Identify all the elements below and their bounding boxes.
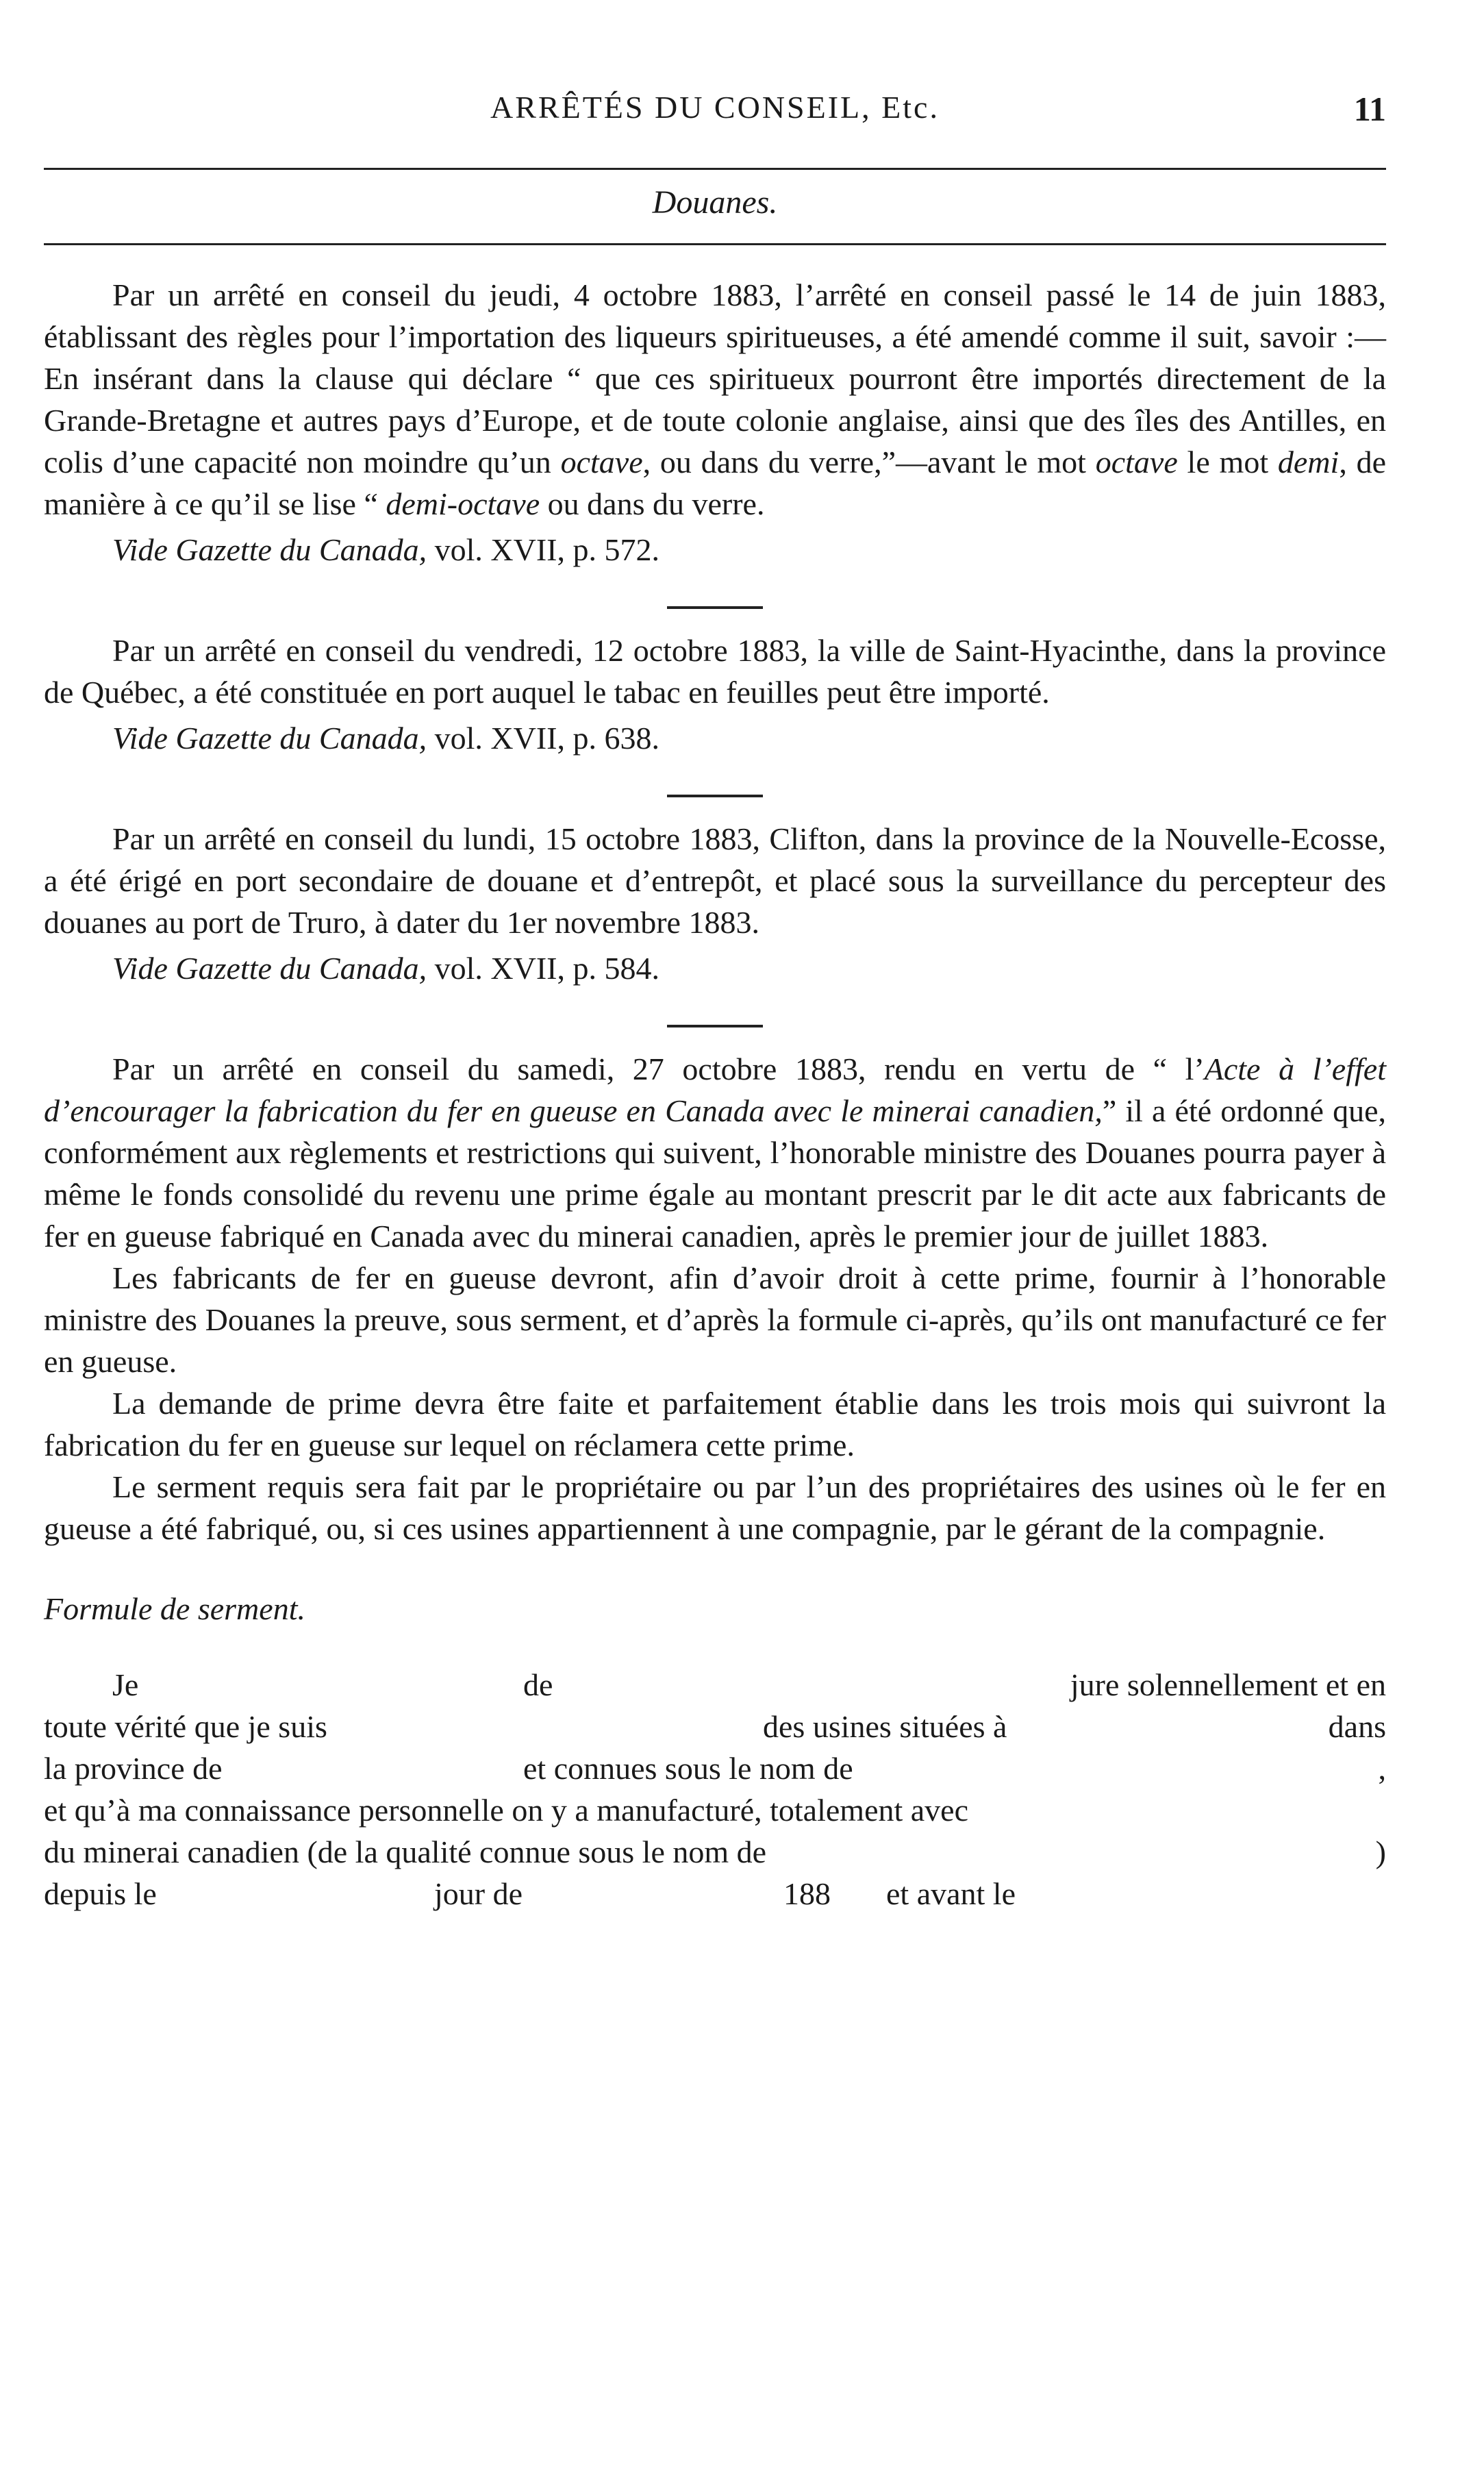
- running-title: ARRÊTÉS DU CONSEIL, Etc.: [490, 90, 940, 125]
- oath-text: des usines situées à: [763, 1709, 1007, 1744]
- separator-rule: [667, 795, 763, 797]
- oath-text: ): [1375, 1834, 1386, 1869]
- gazette-title: Vide Gazette du Canada,: [112, 721, 427, 756]
- gazette-reference-3: [44, 947, 1386, 989]
- gazette-title: Vide Gazette du Canada,: [112, 532, 427, 567]
- oath-text: jour de: [434, 1876, 523, 1911]
- oath-text: et qu’à ma connaissance personnelle on y a manufacturé, totalement avec: [44, 1793, 969, 1828]
- paragraph-1: [44, 274, 1386, 525]
- oath-text: de: [523, 1667, 553, 1702]
- separator-rule: [667, 1025, 763, 1027]
- section-title: Douanes.: [652, 184, 778, 221]
- oath-text: dans: [1328, 1709, 1386, 1744]
- paragraph-1-text: , ou dans du verre,”—avant le mot: [642, 445, 1096, 479]
- gazette-volume: vol. XVII, p. 584.: [427, 951, 659, 986]
- oath-text: depuis le: [44, 1876, 157, 1911]
- paragraph-7: Le serment requis sera fait par le propriétaire ou par l’un des propriétaires des usines où le fer en gueuse a été fabriqué, ou, si ces usines appartiennent à une compagnie, par le gérant de la compagnie.: [44, 1469, 1386, 1546]
- italic-term: octave: [560, 445, 643, 479]
- formula-title: Formule de serment.: [44, 1591, 305, 1626]
- paragraph-2: Par un arrêté en conseil du vendredi, 12 octobre 1883, la ville de Saint-Hyacinthe, dans la province de Québec, a été constituée en port auquel le tabac en feuilles peut être importé.: [44, 633, 1386, 710]
- paragraph-4-text: Par un arrêté en conseil du samedi, 27 octobre 1883, rendu en vertu de “ l’: [112, 1051, 1205, 1086]
- paragraph-1-text: , de manière à ce qu’il se lise “: [44, 445, 1387, 521]
- oath-line-1: [44, 1664, 1386, 1706]
- oath-text: Je: [112, 1667, 139, 1702]
- header-rule: [44, 168, 1386, 170]
- gazette-reference-2: [44, 717, 1386, 759]
- paragraph-3: Par un arrêté en conseil du lundi, 15 octobre 1883, Clifton, dans la province de la Nouvelle-Ecosse, a été érigé en port secondaire de douane et d’entrepôt, et placé sous la surveillance du percepteur des douanes au port de Truro, à dater du 1er novembre 1883.: [44, 821, 1386, 940]
- oath-text: du minerai canadien (de la qualité connue sous le nom de: [44, 1834, 767, 1869]
- italic-term: octave: [1095, 445, 1178, 479]
- oath-text: 188: [783, 1876, 831, 1911]
- oath-text: la province de: [44, 1751, 223, 1786]
- paragraph-1-text: Par un arrêté en conseil du jeudi, 4 octobre 1883, l’arrêté en conseil passé le 14 de juin 1883, établissant des règles pour l’importation des liqueurs spiritueuses, a été amendé comme il suit, savoir :—En insérant dans la clause qui déclare “ que ces spiritueux pourront être importés directement de la Grande-Bretagne et autres pays d’Europe, et de toute colonie anglaise, ainsi que des îles des Antilles, en colis d’une capacité non moindre qu’un: [44, 277, 1386, 479]
- paragraph-1-text: le mot: [1177, 445, 1278, 479]
- oath-text: toute vérité que je suis: [44, 1709, 327, 1744]
- page-header: [44, 82, 1386, 137]
- oath-line-2: [44, 1706, 1386, 1747]
- oath-line-6: [44, 1873, 1386, 1915]
- oath-line-4: [44, 1789, 1386, 1831]
- italic-term: demi-octave: [386, 486, 540, 521]
- act-title: Acte à l’effet d’encourager la fabrication du fer en gueuse en Canada avec le minerai canadien,: [44, 1051, 1386, 1128]
- separator-rule: [667, 606, 763, 609]
- page-number: 11: [1353, 90, 1386, 128]
- italic-term: demi: [1277, 445, 1340, 479]
- oath-line-3: [44, 1747, 1386, 1789]
- gazette-title: Vide Gazette du Canada,: [112, 951, 427, 986]
- gazette-reference-1: [44, 529, 1386, 571]
- paragraph-4: [44, 1048, 1386, 1257]
- paragraph-1-text: ou dans du verre.: [540, 486, 765, 521]
- paragraph-6: La demande de prime devra être faite et parfaitement établie dans les trois mois qui suivront la fabrication du fer en gueuse sur lequel on réclamera cette prime.: [44, 1386, 1386, 1462]
- paragraph-5: Les fabricants de fer en gueuse devront, afin d’avoir droit à cette prime, fournir à l’honorable ministre des Douanes la preuve, sous serment, et d’après la formule ci-après, qu’ils ont manufacturé ce fer en gueuse.: [44, 1260, 1386, 1379]
- oath-text: jure solennellement et en: [1070, 1667, 1386, 1702]
- oath-text: et connues sous le nom de: [523, 1751, 853, 1786]
- oath-line-5: [44, 1831, 1386, 1873]
- document-body: [44, 274, 1386, 1915]
- section-rule: [44, 243, 1386, 245]
- gazette-volume: vol. XVII, p. 572.: [427, 532, 659, 567]
- gazette-volume: vol. XVII, p. 638.: [427, 721, 659, 756]
- oath-text: ,: [1378, 1751, 1386, 1786]
- oath-text: et avant le: [886, 1876, 1016, 1911]
- paragraph-4-text: ” il a été ordonné que, conformément aux règlements et restrictions qui suivent, l’honorable ministre des Douanes pourra payer à même le fonds consolidé du revenu une prime égale au montant prescrit par le dit acte aux fabricants de fer en gueuse fabriqué en Canada avec du minerai canadien, après le premier jour de juillet 1883.: [44, 1093, 1386, 1254]
